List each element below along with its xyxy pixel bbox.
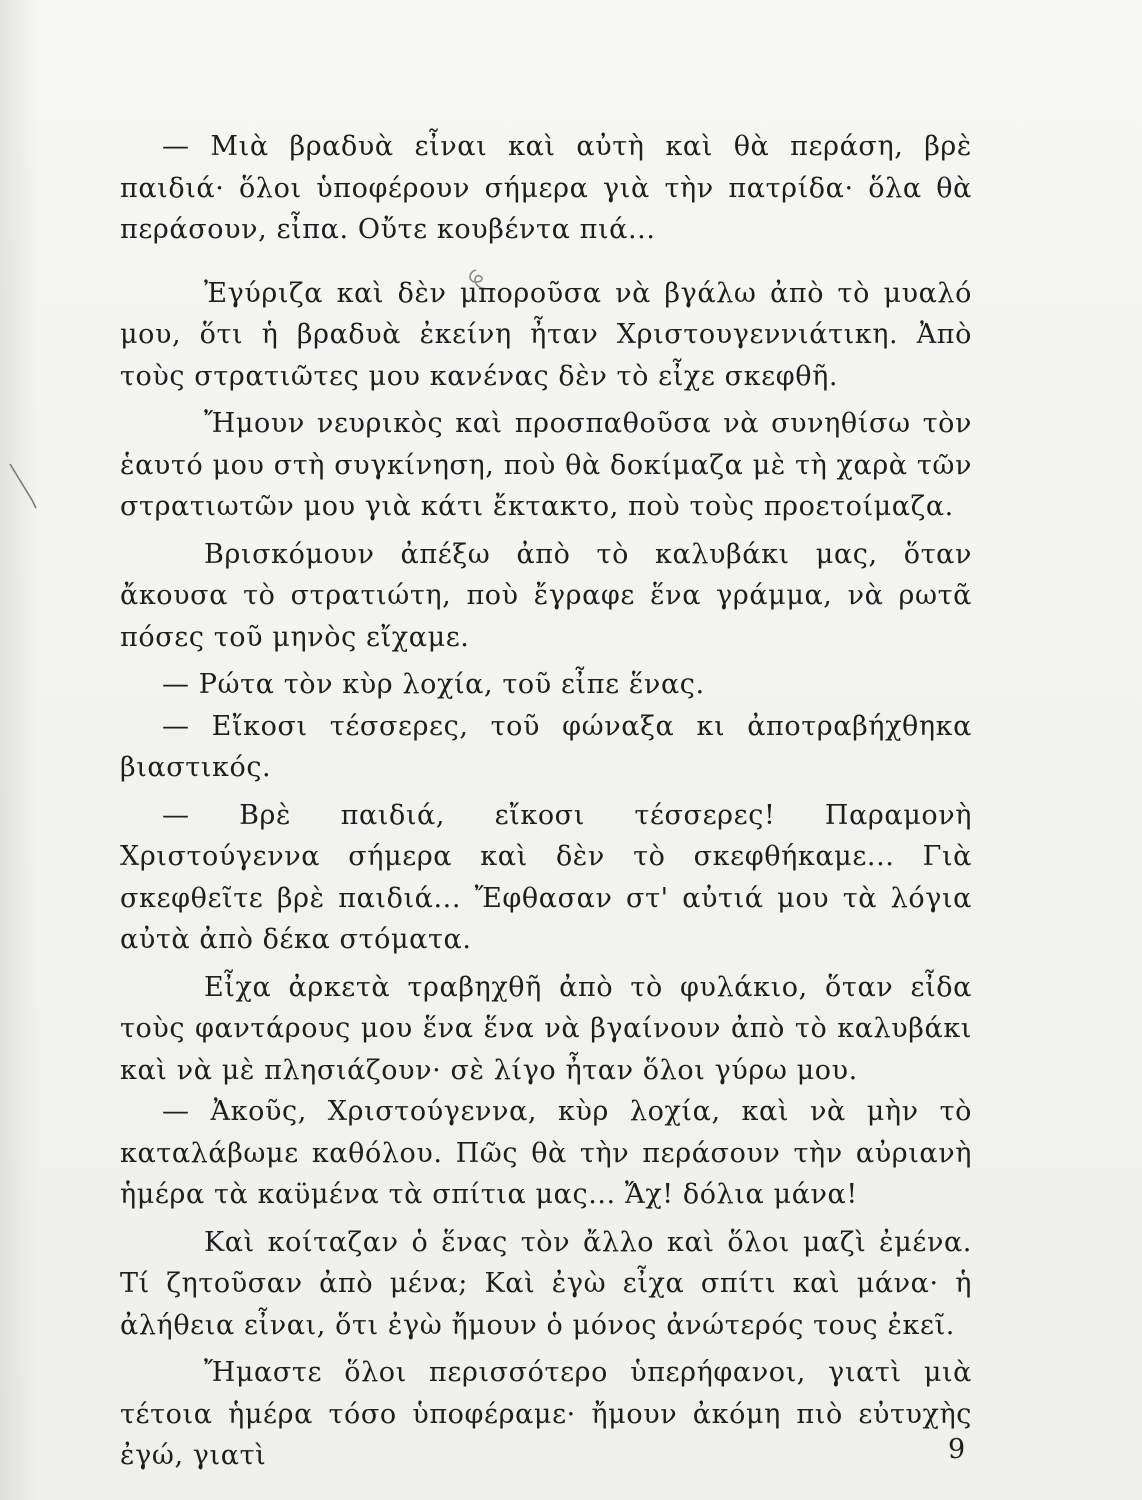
paragraph: Εἶχα ἀρκετὰ τραβηχθῆ ἀπὸ τὸ φυλάκιο, ὅταν εἶδα τοὺς φαντάρους μου ἕνα ἕνα νὰ βγαίνουν ἀπὸ τὸ καλυβάκι καὶ νὰ μὲ πλησιάζουν· σὲ λίγο ἦταν ὅλοι γύρω μου.	[120, 971, 972, 1086]
paragraph: — Ρώτα τὸν κὺρ λοχία, τοῦ εἶπε ἕνας.	[162, 669, 705, 700]
paragraph: — Μιὰ βραδυὰ εἶναι καὶ αὐτὴ καὶ θὰ περάση, βρὲ παιδιά· ὅλοι ὑποφέρουν σήμερα γιὰ τὴν πατρίδα· ὅλα θὰ περάσουν, εἶπα. Οὔτε κουβέντα πιά...	[120, 131, 972, 245]
page-edge-shadow	[0, 0, 38, 1500]
paragraph: Ἤμουν νευρικὸς καὶ προσπαθοῦσα νὰ συνηθίσω τὸν ἑαυτό μου στὴ συγκίνηση, ποὺ θὰ δοκίμαζα μὲ τὴ χαρὰ τῶν στρατιωτῶν μου γιὰ κάτι ἔκτακτο, ποὺ τοὺς προετοίμαζα.	[120, 408, 972, 522]
margin-pencil-mark	[6, 456, 46, 516]
paragraph: Ἐγύριζα καὶ δὲν μποροῦσα νὰ βγάλω ἀπὸ τὸ μυαλό μου, ὅτι ἡ βραδυὰ ἐκείνη ἦταν Χριστουγεννιάτικη. Ἀπὸ τοὺς στρατιῶτες μου κανένας δὲν τὸ εἶχε σκεφθῆ.	[120, 277, 972, 392]
page-number: 9	[948, 1434, 966, 1465]
paragraph: — Ἀκοῦς, Χριστούγεννα, κὺρ λοχία, καὶ νὰ μὴν τὸ καταλάβωμε καθόλου. Πῶς θὰ τὴν περάσουν τὴν αὐριανὴ ἡμέρα τὰ καϋμένα τὰ σπίτια μας... Ἄχ! δόλια μάνα!	[120, 1096, 972, 1210]
paragraph: Καὶ κοίταζαν ὁ ἕνας τὸν ἄλλο καὶ ὅλοι μαζὶ ἐμένα. Τί ζητοῦσαν ἀπὸ μένα; Καὶ ἐγὼ εἶχα σπίτι καὶ μάνα· ἡ ἀλήθεια εἶναι, ὅτι ἐγὼ ἤμουν ὁ μόνος ἀνώτερός τους ἐκεῖ.	[120, 1226, 972, 1341]
paragraph: Βρισκόμουν ἀπέξω ἀπὸ τὸ καλυβάκι μας, ὅταν ἄκουσα τὸ στρατιώτη, ποὺ ἔγραφε ἕνα γράμμα, νὰ ρωτᾶ πόσες τοῦ μηνὸς εἴχαμε.	[120, 538, 972, 653]
paragraph: Ἤμαστε ὅλοι περισσότερο ὑπερήφανοι, γιατὶ μιὰ τέτοια ἡμέρα τόσο ὑποφέραμε· ἤμουν ἀκόμη πιὸ εὐτυχὴς ἐγώ, γιατὶ	[120, 1357, 972, 1471]
paragraph: — Εἴκοσι τέσσερες, τοῦ φώναξα κι ἀποτραβήχθηκα βιαστικός.	[120, 710, 972, 783]
page-text	[120, 126, 972, 1477]
paragraph: — Βρὲ παιδιά, εἴκοσι τέσσερες! Παραμονὴ Χριστούγεννα σήμερα καὶ δὲν τὸ σκεφθήκαμε... Γιὰ σκεφθεῖτε βρὲ παιδιά... Ἔφθασαν στ' αὐτιά μου τὰ λόγια αὐτὰ ἀπὸ δέκα στόματα.	[120, 799, 972, 955]
